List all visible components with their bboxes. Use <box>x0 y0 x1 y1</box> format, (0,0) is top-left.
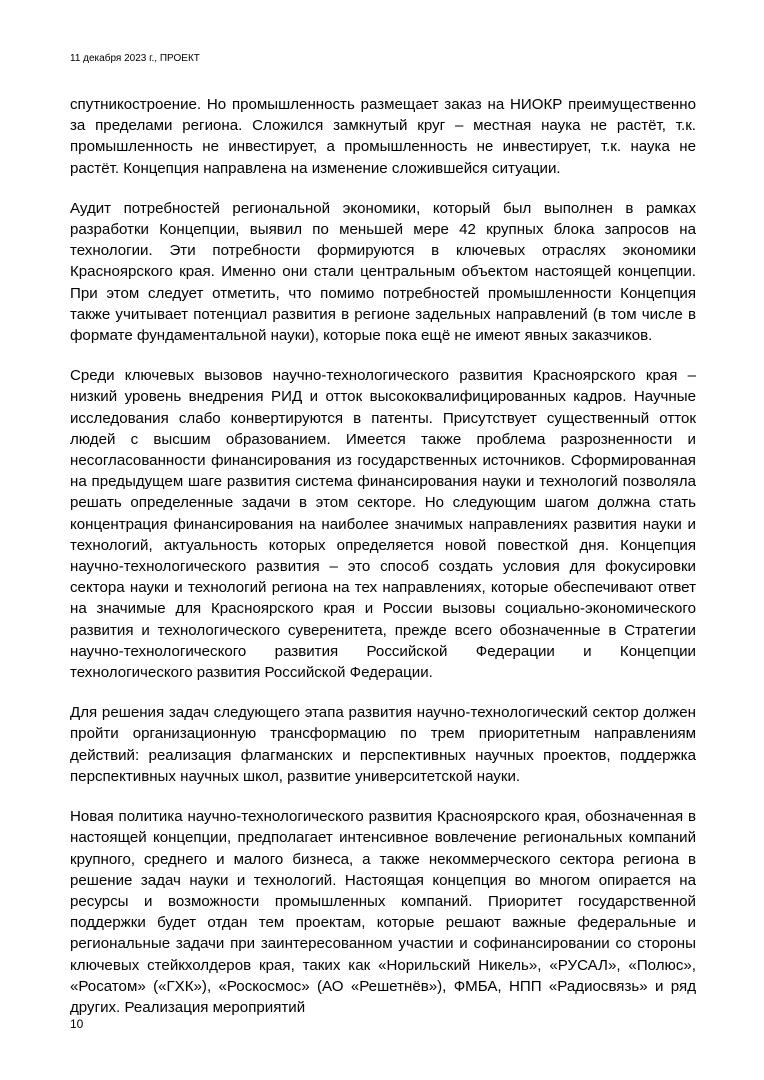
paragraph-1: спутникостроение. Но промышленность размещает заказ на НИОКР преимущественно за пределами региона. Сложился замкнутый круг – местная наука не растёт, т.к. промышленность не инвестирует, а промышленность не инвестирует, т.к. наука не растёт. Концепция направлена на изменение сложившейся ситуации. <box>70 96 696 177</box>
document-body <box>70 94 696 1037</box>
page-header: 11 декабря 2023 г., ПРОЕКТ <box>70 53 200 64</box>
paragraph-4: Для решения задач следующего этапа развития научно-технологический сектор должен пройти организационную трансформацию по трем приоритетным направлениям действий: реализация флагманских и перспективных научных проектов, поддержка перспективных научных школ, развитие университетской науки. <box>70 704 696 785</box>
page-number: 10 <box>70 1017 84 1031</box>
paragraph-2: Аудит потребностей региональной экономики, который был выполнен в рамках разработки Концепции, выявил по меньшей мере 42 крупных блока запросов на технологии. Эти потребности формируются в ключевых отраслях экономики Красноярского края. Именно они стали центральным объектом настоящей концепции. При этом следует отметить, что помимо потребностей промышленности Концепция также учитывает потенциал развития в регионе задельных направлений (в том числе в формате фундаментальной науки), которые пока ещё не имеют явных заказчиков. <box>70 199 696 345</box>
paragraph-5: Новая политика научно-технологического развития Красноярского края, обозначенная в настоящей концепции, предполагает интенсивное вовлечение региональных компаний крупного, среднего и малого бизнеса, а также некоммерческого сектора региона в решение задач науки и технологий. Настоящая концепция во многом опирается на ресурсы и возможности промышленных компаний. Приоритет государственной поддержки будет отдан тем проектам, которые решают важные федеральные и региональные задачи при заинтересованном участии и софинансировании со стороны ключевых стейкхолдеров края, таких как «Норильский Никель», «РУСАЛ», «Полюс», «Росатом» («ГХК»), «Роскосмос» (АО «Решетнёв»), ФМБА, НПП «Радиосвязь» и ряд других. Реализация мероприятий <box>70 808 696 1016</box>
paragraph-3: Среди ключевых вызовов научно-технологического развития Красноярского края – низкий уровень внедрения РИД и отток высококвалифицированных кадров. Научные исследования слабо конвертируются в патенты. Присутствует существенный отток людей с высшим образованием. Имеется также проблема разрозненности и несогласованности финансирования из государственных источников. Сформированная на предыдущем шаге развития система финансирования науки и технологий позволяла решать определенные задачи в этом секторе. Но следующим шагом должна стать концентрация финансирования на наиболее значимых направлениях развития науки и технологий, актуальность которых определяется новой повесткой дня. Концепция научно-технологического развития – это способ создать условия для фокусировки сектора науки и технологий региона на тех направлениях, которые обеспечивают ответ на значимые для Красноярского края и России вызовы социально-экономического развития и технологического суверенитета, прежде всего обозначенные в Стратегии научно-технологического развития Российской Федерации и Концепции технологического развития Российской Федерации. <box>70 367 696 682</box>
